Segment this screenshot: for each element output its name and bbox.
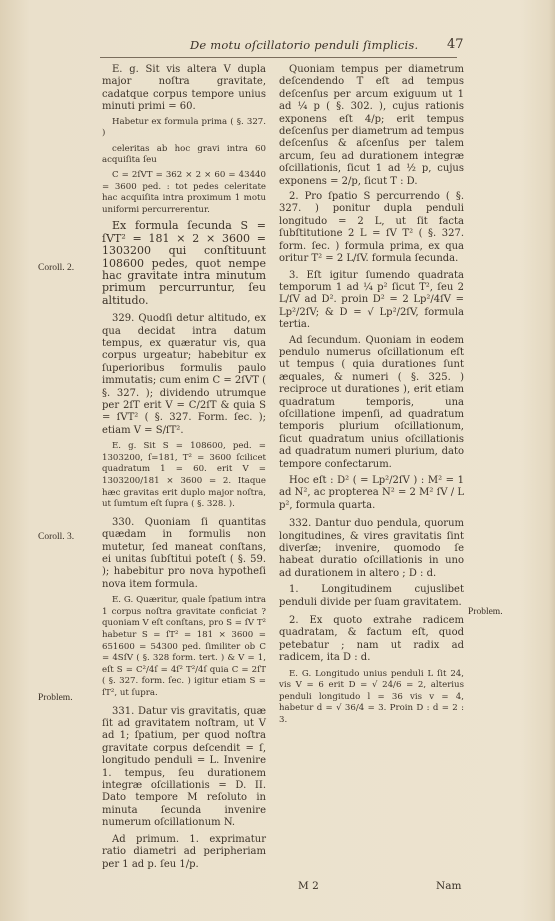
left-text-column [102,60,266,871]
paragraph: Quoniam tempus per diametrum deſcendendo T eſt ad tempus deſcenſus per arcum exiguum ut 1 ad ¼ p ( §. 302. ), cujus rationis exponens eſt 4/p; erit tempus deſcenſus per diametrum ad tempus deſcenſus & aſcenſus per talem arcum, ſeu ad durationem integræ oſcillationis, ſicut 1 ad ½ p, cujus exponens = 2/p, ſicut T : D. [279,64,464,187]
paragraph: 332. Dantur duo pendula, quorum longitudines, & vires gravitatis ſint diverſæ; invenire, quomodo ſe habeat duratio oſcillationis in uno ad durationem in altero ; D : d. [279,518,464,579]
page-edge-shade [549,0,555,921]
paragraph: 2. Ex quoto extrahe radicem quadratam, & factum eſt, quod petebatur ; nam ut radix ad radicem, ita D : d. [279,615,464,664]
margin-note-problem-left: Problem. [38,693,73,703]
paragraph: 3. Eſt igitur ſumendo quadrata temporum 1 ad ¼ p² ſicut T², ſeu 2 L/ſV ad D². proin D² = 2 Lp²/4ſV = Lp²/2ſV; & D = √ Lp²/2ſV, formula tertia. [279,269,464,331]
paragraph: Hoc eſt : D² ( = Lp²/2ſV ) : M² = 1 ad N², ac propterea N² = 2 M² ſV / L p², formula quarta. [279,475,464,511]
paragraph: 331. Datur vis gravitatis, quæ ſit ad gravitatem noſtram, ut V ad 1; ſpatium, per quod noſtra gravitate corpus deſcendit = ſ, longitudo penduli = L. Invenire 1. tempus, ſeu durationem integræ oſcillationis = D. II. Dato tempore M reſoluto in minuta ſecunda invenire numerum oſcillationum N. [102,705,266,829]
paragraph: E. g. Sit vis altera V dupla major noſtra gravitate, cadatque corpus tempore unius minuti primi = 60. [102,64,266,113]
margin-note-coroll-3: Coroll. 3. [38,532,75,542]
catchword: Nam [436,880,462,892]
header-rule [100,57,457,58]
paragraph: Ad primum. 1. exprimatur ratio diametri ad peripheriam per 1 ad p. ſeu 1/p. [102,833,266,870]
paragraph: Habetur ex formula prima ( §. 327. ) [102,116,266,139]
page-number: 47 [447,37,464,52]
paragraph: 330. Quoniam ſi quantitas quædam in formulis non mutetur, ſed maneat conſtans, ei unitas ſubſtitui poteſt ( §. 59. ); habebitur pro nova hypotheſi nova item formula. [102,516,266,590]
paragraph: C = 2ſVT = 362 × 2 × 60 = 43440 = 3600 ped. : tot pedes celeritate hac acquiſita intra proximum 1 motu uniformi percurrerentur. [102,170,266,215]
paragraph: Ad ſecundum. Quoniam in eodem pendulo numerus oſcillationum eſt ut tempus ( quia durationes ſunt æquales, & numeri ( §. 325. ) reciproce ut durationes ), erit etiam quadratum temporis, una oſcillatione impenſi, ad quadratum temporis plurium oſcillationum, ſicut quadratum unius oſcillationis ad quadratum numeri plurium, dato tempore confectarum. [279,334,464,470]
paragraph: E. G. Quæritur, quale ſpatium intra 1 corpus noſtra gravitate conficiat ? quoniam V eſt conſtans, pro S = ſV T² habetur S = ſT² = 181 × 3600 = 651600 = 54300 ped. ſimiliter ob C = 4SſV ( §. 328 form. tert. ) & V = 1, eſt S = C²/4ſ = 4ſ² T²/4ſ quia C = 2ſT ( §. 327. form. ſec. ) igitur etiam S = ſT², ut ſupra. [102,595,266,699]
signature-mark: M 2 [298,880,319,892]
paragraph: E. g. Sit S = 108600, ped. = 1303200, ſ=181, T² = 3600 ſcilicet quadratum 1 = 60. erit V = 1303200/181 × 3600 = 2. Itaque hæc gravitas erit duplo major noſtra, ut ſumtum eſt ſupra ( §. 328. ). [102,441,266,510]
paragraph: celeritas ab hoc gravi intra 60 acquiſita ſeu [102,143,266,166]
right-text-column [279,60,464,727]
margin-note-problem-right: Problem. [468,607,503,617]
paragraph: 2. Pro ſpatio S percurrendo ( §. 327. ) ponitur dupla penduli longitudo = 2 L, ut ſit facta ſubſtitutione 2 L = ſV T² ( §. 327. form. ſec. ) formula prima, ex qua oritur T² = 2 L/ſV. formula ſecunda. [279,191,464,265]
paragraph: E. G. Longitudo unius penduli L ſit 24, vis V = 6 erit D = √ 24/6 = 2, alterius penduli longitudo l = 36 vis v = 4, habetur d = √ 36/4 = 3. Proin D : d = 2 : 3. [279,668,464,726]
paragraph: 329. Quodſi detur altitudo, ex qua decidat intra datum tempus, ex quæratur vis, qua corpus urgeatur; habebitur ex ſuperioribus formulis paulo immutatis; cum enim C = 2ſVT ( §. 327. ); dividendo utrumque per 2ſT erit V = C/2ſT & quia S = ſVT² ( §. 327. Form. ſec. ); etiam V = S/ſT². [102,313,266,436]
paragraph: 1. Longitudinem cujuslibet penduli divide per ſuam gravitatem. [279,584,464,608]
page-header [0,38,555,56]
running-title: De motu oſcillatorio penduli ſimplicis. [190,38,419,52]
paragraph: Ex formula ſecunda S = ſVT² = 181 × 2 × 3600 = 1303200 qui conſtituunt 108600 pedes, quot nempe hac gravitate intra minutum primum percurruntur, ſeu altitudo. [102,219,266,307]
margin-note-coroll-2: Coroll. 2. [38,263,75,273]
